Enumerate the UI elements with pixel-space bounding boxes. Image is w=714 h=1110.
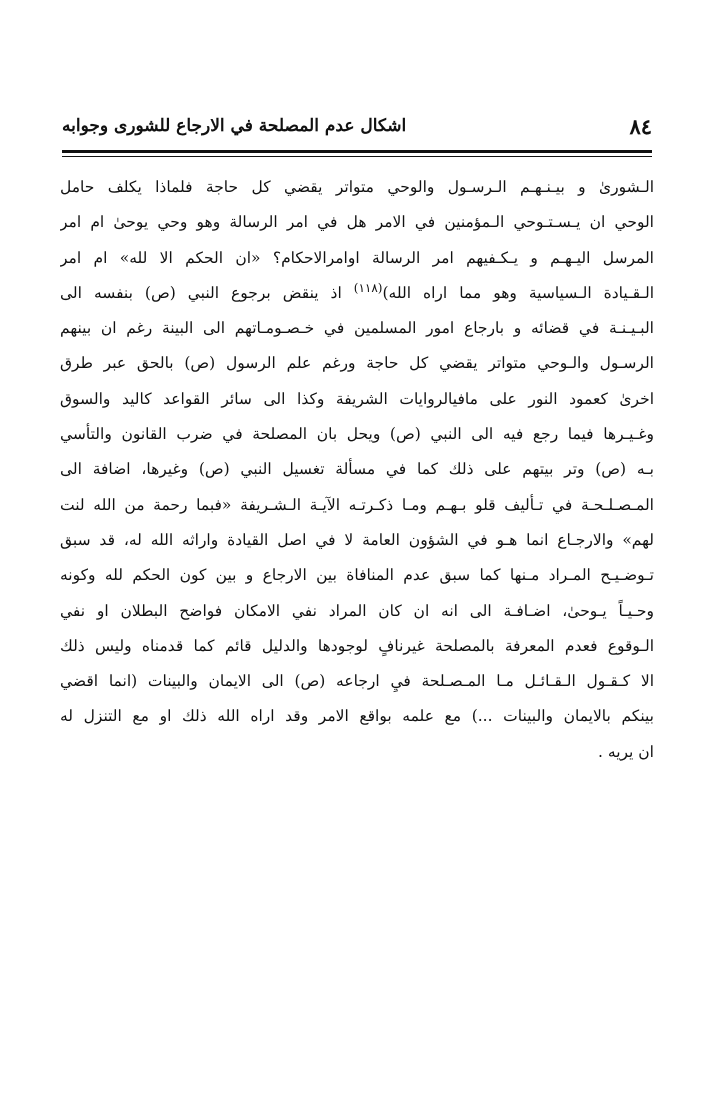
- text-line: اخرىٰ كعمود النور على مافيالروايات الشريفة وكذا الى سائر القواعد كاليد والسوق: [60, 389, 654, 408]
- header-rule: [62, 150, 652, 153]
- text-line: تـوضـيـح المـراد مـنها كما سبق عدم المنافاة بين الارجاع و بين كون الحكم لله وكونه: [60, 566, 654, 585]
- text-line: لهم» والارجـاع انما هـو في الشؤون العامة لا في اصل القيادة واراثه الله له، قد سبق: [60, 530, 654, 549]
- text-line: المـصـلـحـة في تـأليف قلو بـهـم ومـا ذكـرتـه الآيـة الـشـريفة «فبما رحمة من الله لنت: [60, 495, 654, 514]
- footnote-reference: (١١٨): [353, 280, 383, 295]
- running-title: اشكال عدم المصلحة في الارجاع للشورى وجوابه: [62, 116, 407, 136]
- text-line: الا كـقـول الـقـائـل مـا المـصـلحة فيِ ارجاعه (ص) الى الايمان والبينات (انما اقضي: [60, 672, 654, 691]
- text-line: الـوقوع فعدم المعرفة بالمصلحة غيرنافٍ لوجودها والدليل قائم كما قدمناه وليس ذلك: [60, 636, 654, 655]
- body-text: [60, 170, 654, 770]
- text-line: وحـيـاً يـوحىٰ، اضـافـة الى انه ان كان المراد نفي الامكان فواضح البطلان او نفي: [60, 601, 654, 620]
- text-line: المرسل اليـهـم و يـكـفيهم امر الرسالة اوامرالاحكام؟ «ان الحكم الا لله» ام امر: [60, 248, 654, 267]
- text-line-last: ان يريه .: [598, 742, 654, 761]
- text-line-with-footnote: [60, 276, 654, 311]
- text-line: الوحي ان يـسـتـوحي الـمؤمنين في الامر هل في امر الرسالة وهو وحي يوحىٰ ام امر: [60, 213, 654, 232]
- text-line: بـه (ص) وتر بيتهم على ذلك كما في مسألة تغسيل النبي (ص) وغيرها، اضافة الى: [60, 460, 654, 479]
- text-line: وغـيـرها فيما رجع فيه الى النبي (ص) ويحل بان المصلحة في ضرب القانون والتأسي: [60, 425, 654, 444]
- text-line: الـشورىٰ و بيـنـهـم الـرسـول والوحي متواتر يقضي كل حاجة فلماذا يكلف حامل: [60, 178, 654, 196]
- text-line-segment: الـقـيادة الـسياسية وهو مما اراه الله): [382, 283, 654, 302]
- page-header: [62, 112, 652, 150]
- text-line-segment: اذ ينقض برجوع النبي (ص) بنفسه الى: [60, 283, 354, 302]
- page-number: ٨٤: [629, 114, 652, 139]
- text-line: بينكم بالايمان والبينات ...) مع علمه بواقع الامر وقد اراه الله ذلك او مع التنزل له: [60, 707, 654, 726]
- text-line: البـيـنـة في قضائه و بارجاع امور المسلمين في خـصـومـاتهم الى البينة رغم ان بينهم: [60, 319, 654, 338]
- text-line: الرسـول والـوحي متواتر يقضي كل حاجة ورغم علم الرسول (ص) بالحق عبر طرق: [60, 354, 654, 373]
